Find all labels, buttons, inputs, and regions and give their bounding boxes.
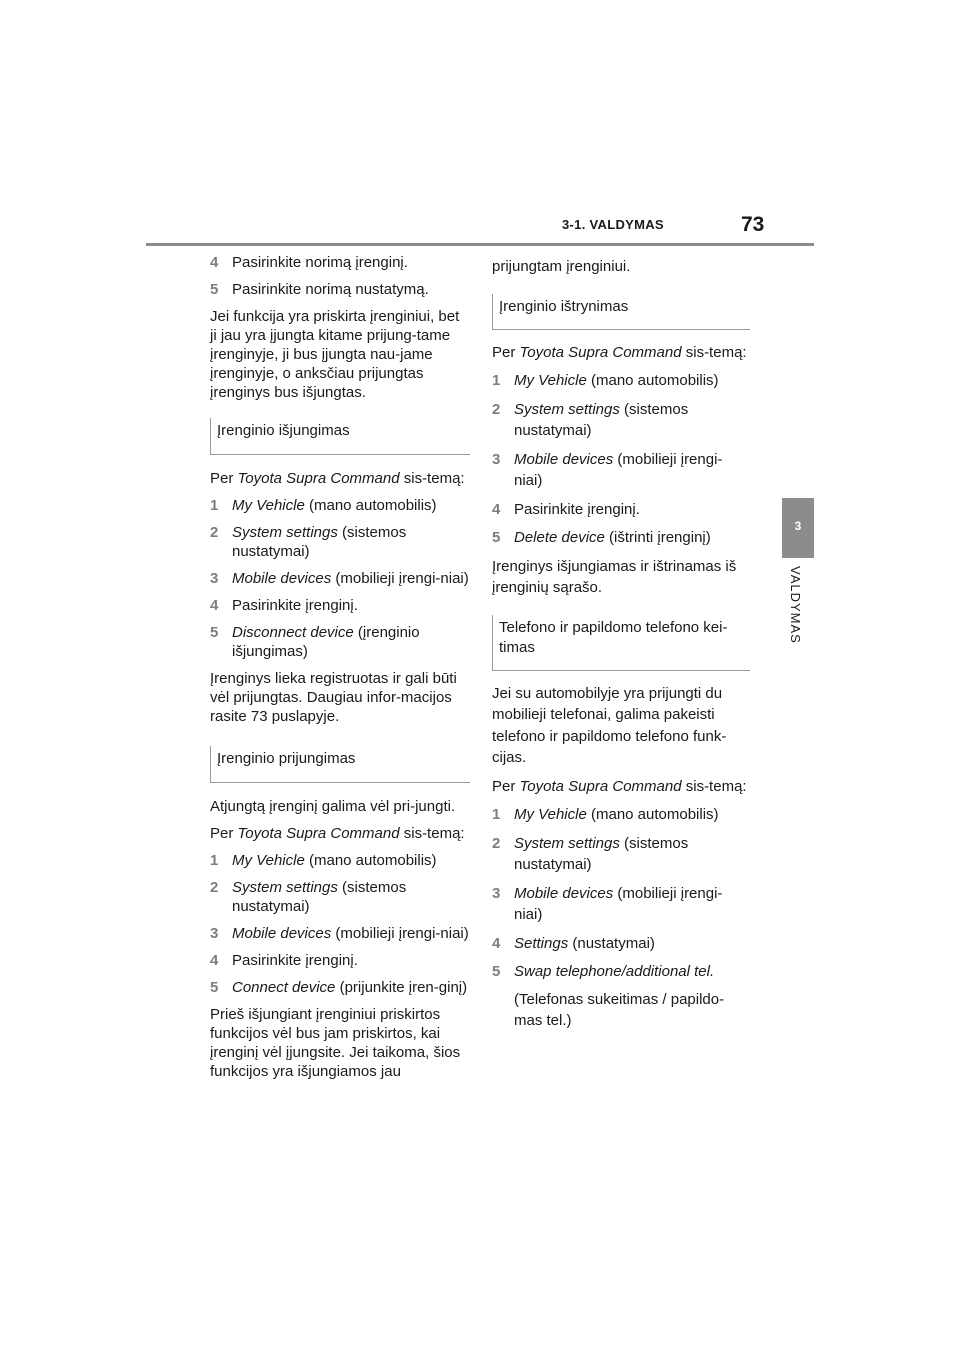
intro-paragraph: Per Toyota Supra Command sis-temą:	[492, 777, 747, 795]
chapter-number: 3	[794, 519, 802, 533]
step-text: System settings (sistemos nustatymai)	[232, 879, 407, 915]
step-text: Pasirinkite norimą nustatymą.	[232, 281, 429, 298]
chapter-label: VALDYMAS	[788, 566, 803, 644]
step-number: 3	[492, 450, 501, 468]
step-item	[210, 851, 470, 870]
intro-paragraph: Per Toyota Supra Command sis-temą:	[492, 343, 747, 361]
step-text: Mobile devices (mobilieji įrengi-niai)	[514, 884, 723, 923]
step-text: System settings (sistemos nustatymai)	[232, 524, 407, 560]
step-number: 5	[492, 529, 501, 546]
step-item	[492, 804, 750, 826]
step-text: Pasirinkite įrenginį.	[232, 952, 358, 969]
step-number: 4	[210, 597, 219, 614]
step-item	[210, 978, 470, 997]
step-number: 1	[210, 497, 219, 514]
step-text: Swap telephone/additional tel. (Telefonas sukeitimas / papildo-mas tel.)	[514, 963, 725, 1029]
step-number: 4	[210, 254, 219, 271]
step-text: Settings (nustatymai)	[514, 934, 655, 952]
paragraph: Jei su automobilyje yra prijungti du mobilieji telefonai, galima pakeisti telefono ir papildomo telefono funk-cijas.	[492, 684, 727, 766]
step-number: 5	[210, 979, 219, 996]
step-item	[492, 370, 750, 392]
step-number: 5	[492, 963, 501, 980]
step-text: Mobile devices (mobilieji įrengi-niai)	[232, 925, 469, 942]
step-text: System settings (sistemos nustatymai)	[514, 834, 689, 873]
step-number: 3	[210, 925, 219, 942]
paragraph: Atjungtą įrenginį galima vėl pri-jungti.	[210, 798, 456, 815]
step-text: Mobile devices (mobilieji įrengi-niai)	[514, 450, 723, 489]
paragraph: Jei funkcija yra priskirta įrenginiui, bet ji jau yra įjungta kitame prijung-tame įrenginyje, ji bus įjungta nau-jame įrenginyje, o anksčiau prijungtas įrenginys bus išjungtas.	[210, 308, 460, 401]
step-number: 5	[210, 281, 219, 298]
step-item	[492, 961, 750, 1032]
step-item	[210, 569, 470, 588]
paragraph: prijungtam įrenginiui.	[492, 258, 631, 275]
step-text: My Vehicle (mano automobilis)	[514, 806, 719, 823]
step-item	[492, 499, 750, 521]
step-text: My Vehicle (mano automobilis)	[514, 372, 719, 389]
subsection-heading: Telefono ir papildomo telefono kei-timas	[492, 615, 750, 671]
step-text: System settings (sistemos nustatymai)	[514, 400, 689, 439]
step-item	[210, 951, 470, 970]
step-item	[210, 496, 470, 515]
intro-paragraph: Per Toyota Supra Command sis-temą:	[210, 825, 465, 842]
step-number: 1	[210, 852, 219, 869]
step-item	[210, 878, 470, 916]
step-item	[210, 253, 470, 272]
step-number: 4	[492, 500, 501, 518]
step-text: Pasirinkite įrenginį.	[514, 500, 640, 518]
step-number: 3	[210, 570, 219, 587]
step-item	[492, 883, 750, 926]
step-item	[492, 399, 750, 442]
step-number: 1	[492, 806, 501, 823]
section-title: 3-1. VALDYMAS	[562, 217, 664, 232]
step-text: Disconnect device (įrenginio išjungimas)	[232, 624, 420, 660]
column-right	[492, 256, 750, 1039]
step-number: 2	[492, 400, 501, 418]
step-item	[492, 527, 750, 549]
step-item	[492, 449, 750, 492]
step-number: 4	[492, 934, 501, 952]
step-item	[210, 924, 470, 943]
step-number: 2	[492, 834, 501, 852]
step-text: My Vehicle (mano automobilis)	[232, 852, 437, 869]
step-text: Connect device (prijunkite įren-ginį)	[232, 979, 468, 996]
step-item	[492, 833, 750, 876]
paragraph: Įrenginys lieka registruotas ir gali būti vėl prijungtas. Daugiau infor-macijos rasite 73 puslapyje.	[210, 670, 457, 725]
subsection-heading: Įrenginio išjungimas	[210, 418, 470, 455]
step-number: 4	[210, 952, 219, 969]
step-text: Pasirinkite norimą įrenginį.	[232, 254, 408, 271]
subsection-heading: Įrenginio prijungimas	[210, 746, 470, 783]
step-text: Mobile devices (mobilieji įrengi-niai)	[232, 570, 469, 587]
step-number: 3	[492, 884, 501, 902]
step-item	[210, 523, 470, 561]
step-item	[492, 933, 750, 955]
step-item	[210, 596, 470, 615]
intro-paragraph: Per Toyota Supra Command sis-temą:	[210, 470, 465, 487]
step-number: 1	[492, 372, 501, 389]
step-text: Delete device (ištrinti įrenginį)	[514, 529, 711, 546]
paragraph: Įrenginys išjungiamas ir ištrinamas iš įrenginių sąrašo.	[492, 557, 737, 596]
step-item	[210, 623, 470, 661]
step-number: 2	[210, 879, 219, 896]
page-number: 73	[741, 213, 765, 236]
header-divider	[146, 243, 814, 246]
step-number: 2	[210, 524, 219, 541]
step-item	[210, 280, 470, 299]
step-text: My Vehicle (mano automobilis)	[232, 497, 437, 514]
subsection-heading: Įrenginio ištrynimas	[492, 294, 750, 330]
paragraph: Prieš išjungiant įrenginiui priskirtos funkcijos vėl bus jam priskirtos, kai įrenginį vėl įjungsite. Jei taikoma, šios funkcijos yra išjungiamos jau	[210, 1006, 461, 1080]
column-left	[210, 253, 470, 1089]
step-text: Pasirinkite įrenginį.	[232, 597, 358, 614]
step-number: 5	[210, 624, 219, 641]
chapter-tab	[782, 498, 814, 558]
